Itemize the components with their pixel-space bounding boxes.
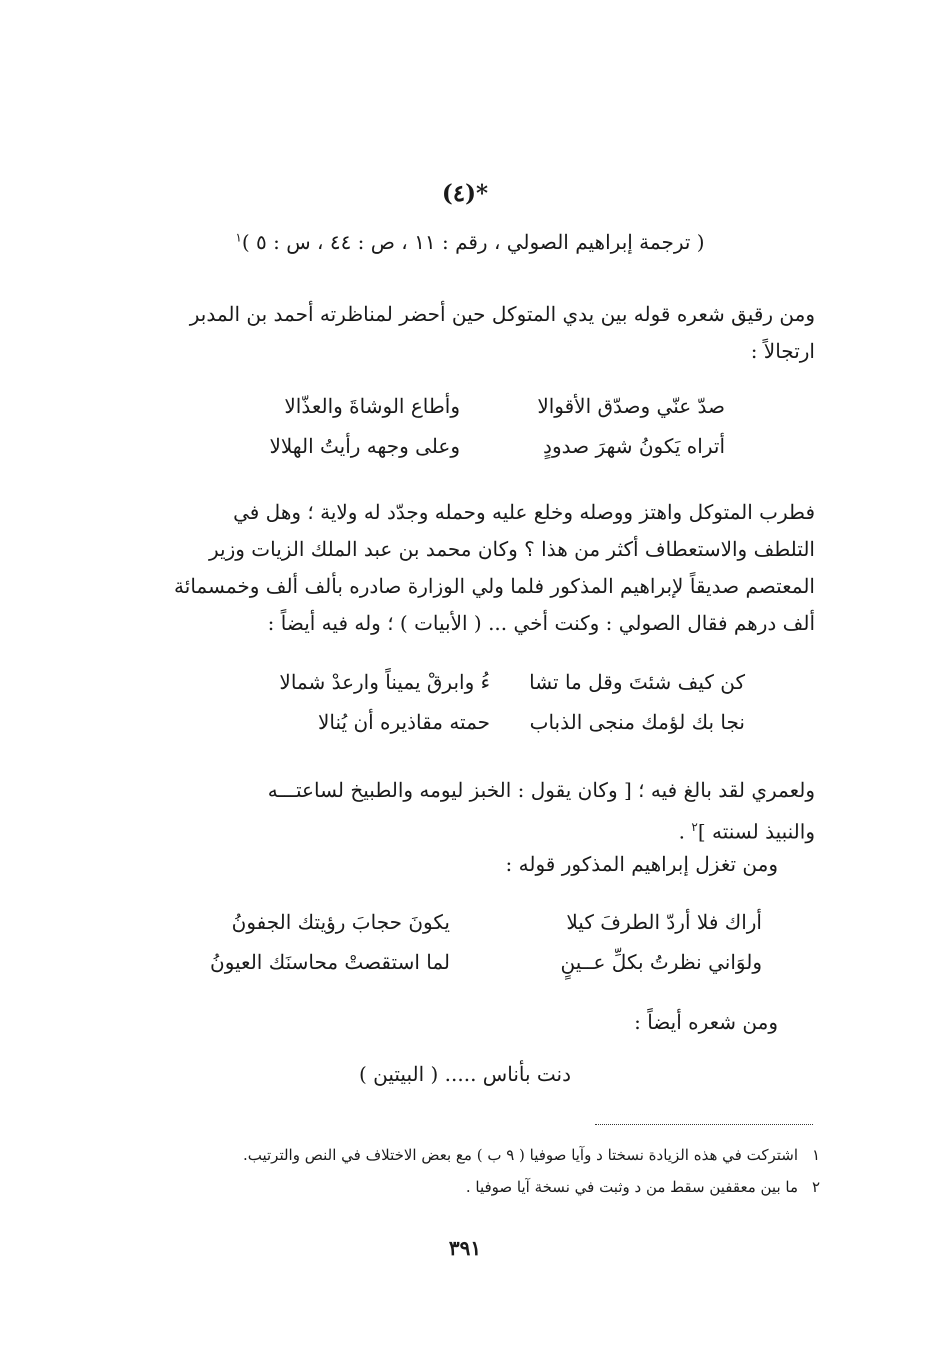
footnote-text: ما بين معقفين سقط من د وثبت في نسخة آيا صوفيا . bbox=[465, 1178, 798, 1196]
paragraph-line: ارتجالاً : bbox=[750, 339, 815, 363]
paragraph-line: التلطف والاستعطاف أكثر من هذا ؟ وكان محمد بن عبد الملك الزيات وزير bbox=[209, 537, 815, 561]
subtitle-footnote-marker: ١ bbox=[235, 230, 242, 245]
footnote-number: ٢ bbox=[811, 1178, 820, 1196]
paragraph-4: ومن تغزل إبراهيم المذكور قوله : bbox=[505, 852, 778, 876]
verse1-line1-left: وأطاع الوشاةَ والعذّالا bbox=[284, 394, 460, 418]
page-number: ٣٩١ bbox=[448, 1236, 482, 1260]
verse2-line1-right: كن كيف شئتَ وقل ما تشا bbox=[529, 670, 745, 694]
footnote-text: اشتركت في هذه الزيادة نسختا د وآيا صوفيا ( ٩ ب ) مع بعض الاختلاف في النص والترتيب. bbox=[242, 1146, 798, 1164]
paragraph-5: ومن شعره أيضاً : bbox=[634, 1010, 778, 1034]
verse3-line1-right: أراك فلا أردّ الطرفَ كيلا bbox=[566, 910, 762, 934]
verse2-line2-left: حمته مقاذيره أن يُنالا bbox=[317, 710, 490, 734]
subtitle-text: ( ترجمة إبراهيم الصولي ، رقم : ١١ ، ص : ٤٤ ، س : ٥ ) bbox=[241, 230, 705, 254]
paragraph-line: فطرب المتوكل واهتز ووصله وخلع عليه وحمله وجدّد له ولاية ؛ وهل في bbox=[233, 500, 815, 524]
section-number: (٤)* bbox=[441, 180, 489, 207]
paragraph-3 bbox=[125, 772, 815, 851]
verse1-line1-right: صدّ عنّي وصدّق الأقوالا bbox=[537, 394, 725, 418]
verse3-line1-left: يكونَ حجابَ رؤيتك الجفونُ bbox=[231, 910, 450, 934]
paragraph-line: ولعمري لقد بالغ فيه ؛ [ وكان يقول : الخبز ليومه والطبيخ لساعتـــه bbox=[267, 778, 815, 802]
footnote-2 bbox=[140, 1178, 820, 1196]
paragraph-text: والنبيذ لسنته ] bbox=[697, 819, 815, 844]
verse1-line2-left: وعلى وجهه رأيتُ الهلالا bbox=[269, 434, 460, 458]
verse1-line2-right: أتراه يَكونُ شهرَ صدودٍ bbox=[543, 434, 725, 458]
footnote-1 bbox=[140, 1146, 820, 1164]
footnote-divider bbox=[595, 1124, 813, 1125]
footnote-marker: ٢ bbox=[691, 820, 698, 834]
verse3-line2-left: لما استقصتْ محاسنَك العيونُ bbox=[210, 950, 450, 974]
paragraph-line: والنبيذ لسنته ]$^٢$ . bbox=[678, 819, 815, 844]
paragraph-line: ومن رقيق شعره قوله بين يدي المتوكل حين أحضر لمناظرته أحمد بن المدبر bbox=[189, 302, 815, 326]
paragraph-line: المعتصم صديقاً لإبراهيم المذكور فلما ولي الوزارة صادره بألف ألف وخمسمائة bbox=[174, 574, 815, 598]
verse3-line2-right: ولوَاني نظرتُ بكلِّ عــينٍ bbox=[560, 950, 762, 974]
section-subtitle bbox=[180, 230, 760, 254]
verse2-line1-left: ءُ وابرقْ يميناً وارعدْ شمالا bbox=[279, 670, 490, 694]
footnote-number: ١ bbox=[811, 1146, 820, 1164]
verse4: دنت بأناس ..... ( البيتين ) bbox=[358, 1062, 572, 1086]
paragraph-1 bbox=[125, 296, 815, 370]
paragraph-line: ألف درهم فقال الصولي : وكنت أخي ... ( الأبيات ) ؛ وله فيه أيضاً : bbox=[267, 611, 815, 635]
paragraph-2 bbox=[125, 494, 815, 642]
verse2-line2-right: نجا بك لؤمك منجى الذباب bbox=[529, 710, 745, 734]
